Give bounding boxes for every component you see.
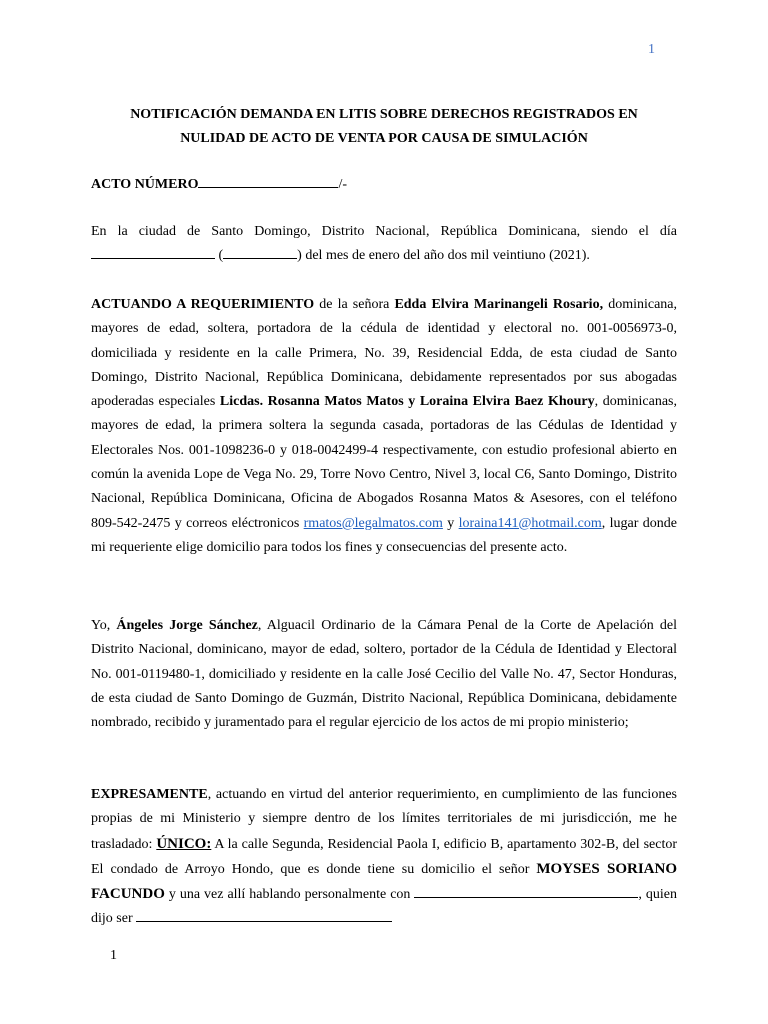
paragraph-expresamente: [91, 783, 677, 932]
p1-open-paren: (: [218, 248, 224, 264]
title-line-1: NOTIFICACIÓN DEMANDA EN LITIS SOBRE DERECHOS REGISTRADOS EN: [130, 107, 638, 122]
day-blank: [91, 244, 215, 259]
email-link-rmatos[interactable]: rmatos@legalmatos.com: [303, 515, 443, 531]
p2-name2: Licdas. Rosanna Matos Matos y Loraina Elvira Baez Khoury: [219, 394, 595, 410]
title-line-2: NULIDAD DE ACTO DE VENTA POR CAUSA DE SIMULACIÓN: [180, 131, 588, 146]
acto-label: ACTO NÚMERO: [91, 177, 199, 192]
paragraph-requerimiento: [91, 293, 677, 560]
p2-name1: Edda Elvira Marinangeli Rosario,: [394, 297, 604, 312]
paragraph-alguacil: [91, 614, 677, 735]
p4-unico: ÚNICO:: [156, 835, 212, 852]
p4-lead: EXPRESAMENTE: [91, 787, 208, 802]
email-link-loraina[interactable]: loraina141@hotmail.com: [458, 515, 602, 531]
p1-text-a: En la ciudad de Santo Domingo, Distrito Nacional, República Dominicana, siendo el día: [91, 224, 677, 239]
p2-t4: y: [442, 515, 459, 531]
p4-t4: , quien dijo ser: [91, 887, 677, 927]
p4-t3: y una vez allí hablando personalmente con: [164, 887, 415, 903]
day-words-blank: [223, 244, 297, 259]
acto-suffix: /-: [338, 177, 348, 192]
header-page-number: 1: [648, 42, 655, 57]
p4-t1: , actuando en virtud del anterior requerimiento, en cumplimiento de las funciones propias de mi Ministerio y siempre dentro de los límites territoriales de mi jurisdicción, me he trasladado:: [91, 787, 677, 852]
acto-numero-line: [91, 172, 347, 197]
p3-t1: Yo,: [91, 618, 117, 633]
acto-number-blank: [198, 172, 338, 188]
document-title: [91, 103, 677, 151]
p3-name: Ángeles Jorge Sánchez: [116, 618, 258, 633]
paragraph-date: [91, 220, 677, 269]
role-blank: [136, 907, 392, 922]
p2-t1: de la señora: [314, 297, 395, 312]
p2-t5: , lugar donde mi requeriente elige domicilio para todos los fines y consecuencias del presente acto.: [91, 515, 677, 555]
p2-lead: ACTUANDO A REQUERIMIENTO: [91, 297, 315, 312]
p4-name: MOYSES SORIANO FACUNDO: [91, 860, 677, 903]
p3-t2: , Alguacil Ordinario de la Cámara Penal de la Corte de Apelación del Distrito Nacional, dominicano, mayor de edad, soltero, portador de la Cédula de Identidad y Electoral No. 001-0119480-1, domiciliado y residente en la calle José Cecilio del Valle No. 47, Sector Honduras, de esta ciudad de Santo Domingo de Guzmán, Distrito Nacional, República Dominicana, debidamente nombrado, recibido y juramentado para el regular ejercicio de los actos de mi propio ministerio;: [91, 618, 678, 731]
interlocutor-blank: [414, 883, 638, 898]
p2-t2: dominicana, mayores de edad, soltera, portadora de la cédula de identidad y electoral no. 001-0056973-0, domiciliada y residente en la calle Primera, No. 39, Residencial Edda, de esta ciudad de Santo Domingo, Distrito Nacional, República Dominicana, debidamente representados por sus abogadas apoderadas especiales: [91, 297, 678, 410]
p1-text-b: ) del mes de enero del año dos mil veintiuno (2021).: [297, 248, 590, 264]
p4-t2: A la calle Segunda, Residencial Paola I, edificio B, apartamento 302-B, del sector El condado de Arroyo Hondo, que es donde tiene su domicilio el señor: [91, 836, 677, 877]
p2-t3: , dominicanas, mayores de edad, la primera soltera la segunda casada, portadoras de las Cédulas de Identidad y Electorales Nos. 001-1098236-0 y 018-0042499-4 respectivamente, con estudio profesional abierto en común la avenida Lope de Vega No. 29, Torre Novo Centro, Nivel 3, local C6, Santo Domingo, Distrito Nacional, República Dominicana, Oficina de Abogados Rosanna Matos & Asesores, con el teléfono 809-542-2475 y correos eléctronicos: [91, 394, 677, 531]
footer-page-number: 1: [110, 948, 117, 963]
